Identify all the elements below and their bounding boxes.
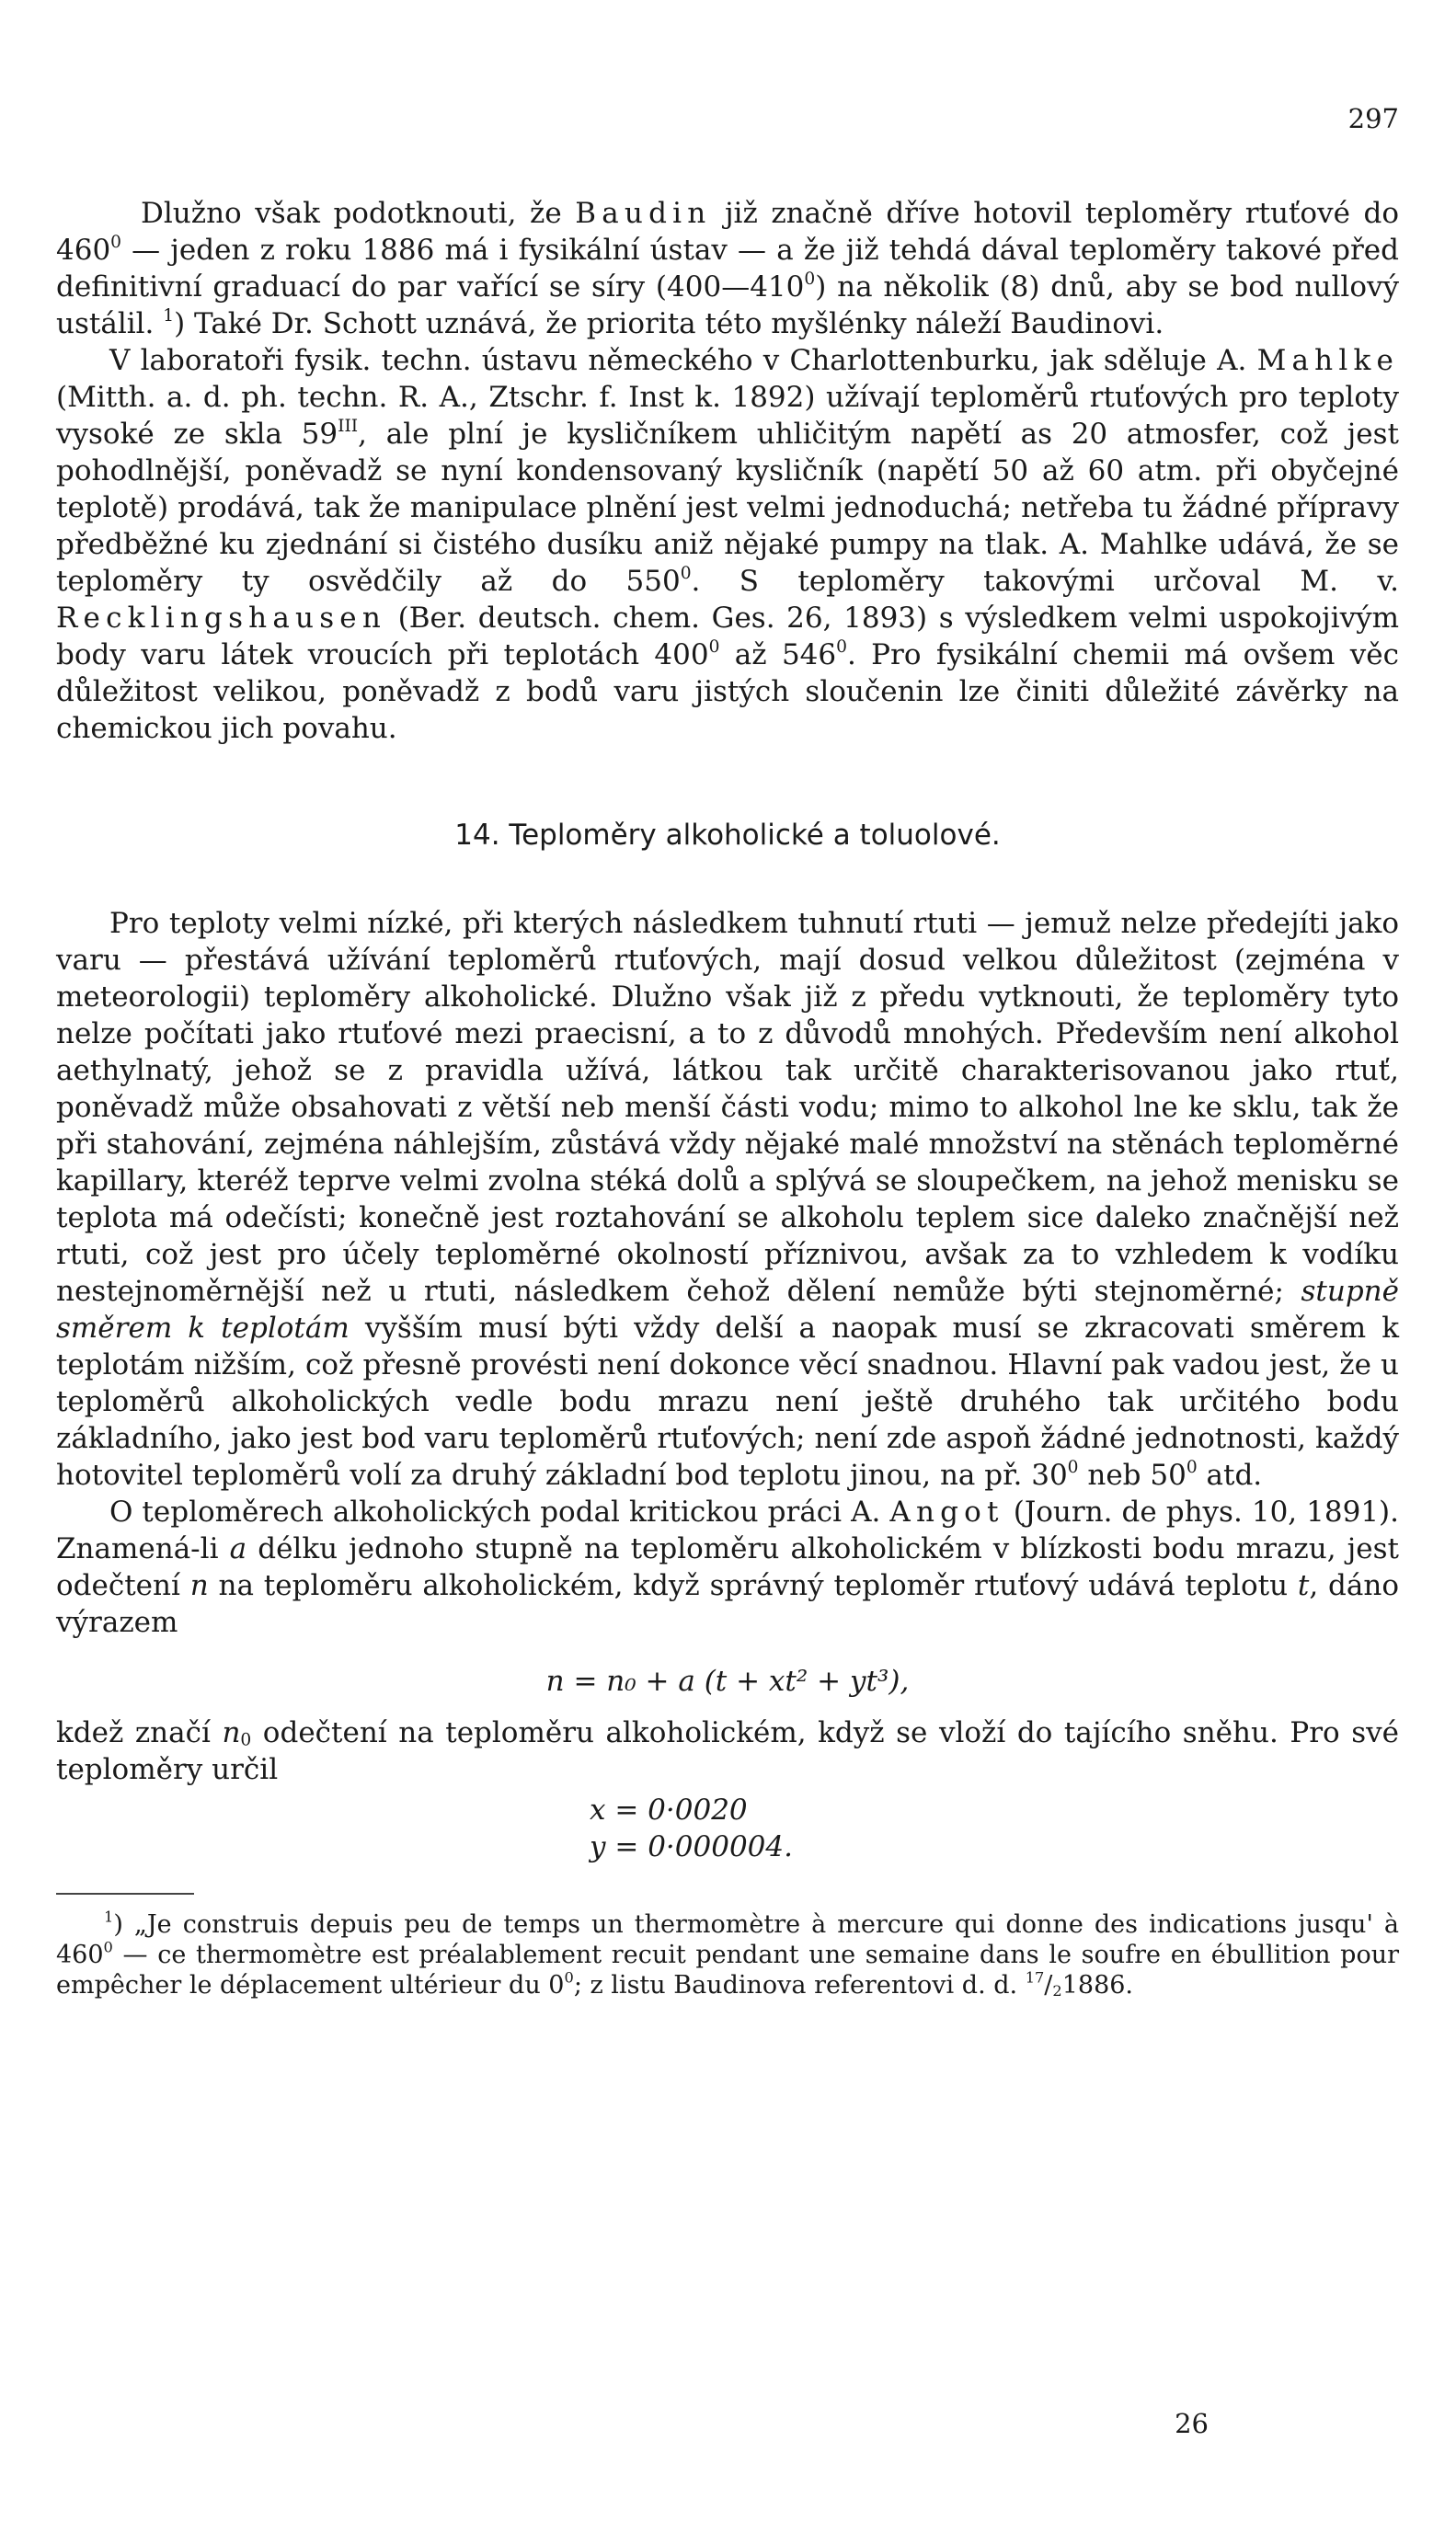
author-name-mahlke: Mahlke: [1256, 344, 1399, 377]
paragraph-angot: O teploměrech alkoholických podal kritickou práci A. Angot (Journ. de phys. 10, 1891). Znamená-li a délku jednoho stupně na teploměru alkoholickém v blízkosti bodu mrazu, jest odečtení n na teploměru alkoholickém, když správný teploměr rtuťový udává teplotu t, dáno výrazem: [56, 1496, 1399, 1639]
value-y: y = 0·000004.: [590, 1830, 793, 1863]
section-heading: 14. Teploměry alkoholické a toluolové.: [454, 819, 1001, 852]
paragraph-alcohol-thermometers: Pro teploty velmi nízké, při kterých následkem tuhnutí rtuti — jemuž nelze předejíti jako varu — přestává užívání teploměrů rtuťových, mají dosud velkou důležitost (zejména v meteorologii) teploměry alkoholické. Dlužno však již z předu vytknouti, že teploměry tyto nelze počítati jako rtuťové mezi praecisní, a to z důvodů mnohých. Především není alkohol aethylnatý, jehož se z pravidla užívá, látkou tak určitě charakterisovanou jako rtuť, poněvadž může obsahovati z větší neb menší části vodu; mimo to alkohol lne ke sklu, tak že při stahování, zejména náhlejším, zůstává vždy nějaké malé množství na stěnách teploměrné kapillary, kteréž teprve velmi zvolna stéká dolů a splývá se sloupečkem, na jehož menisku se teplota má odečísti; konečně jest roztahování se alkoholu teplem sice daleko značnější než rtuti, což jest pro účely teploměrné okolností příznivou, avšak za to vzhledem k vodíku nestejnoměrnější než u rtuti, následkem čehož dělení nemůže býti stejnoměrné; stupně směrem k teplotám vyšším musí býti vždy delší a naopak musí se zkracovati směrem k teplotám nižším, což přesně provésti není dokonce věcí snadnou. Hlavní pak vadou jest, že u teploměrů alkoholických vedle bodu mrazu není ještě druhého tak určitého bodu základního, jako jest bod varu teploměrů rtuťových; není zde aspoň žádné jednotnosti, každý hotovitel teploměrů volí za druhý základní bod teplotu jinou, na př. $30^0$ neb $50^0$ atd.: [56, 907, 1399, 1492]
coefficient-values: [56, 1792, 1399, 1865]
page-content: [56, 195, 1399, 2000]
footnote-divider: [56, 1893, 194, 1895]
author-name-recklinghausen: Recklingshausen: [56, 602, 387, 635]
author-name-baudin: Baudin: [575, 197, 712, 230]
signature-mark: 26: [1175, 2408, 1209, 2439]
paragraph-baudin: Dlužno však podotknouti, že Baudin již značně dříve hotovil teploměry rtuťové do $460^0$ — jeden z roku 1886 má i fysikální ústav — a že již tehdá dával teploměry takové před definitivní graduací do par vařící se síry $(400—410^0)$ na několik (8) dnů, aby se bod nullový ustálil. $^1$) Také Dr. Schott uznává, že priorita této myšlénky náleží Baudinovi.: [56, 197, 1400, 340]
author-name-angot: Angot: [889, 1496, 1004, 1529]
footnote-reference: 1: [163, 305, 175, 326]
paragraph-charlottenburg: V laboratoři fysik. techn. ústavu německého v Charlottenburku, jak sděluje A. Mahlke (Mitth. a. d. ph. techn. R. A., Ztschr. f. Inst k. 1892) užívají teploměrů rtuťových pro teploty vysoké ze skla $59^{III}$, ale plní je kysličníkem uhličitým napětí as 20 atmosfer, což jest pohodlnější, poněvadž se nyní kondensovaný kysličník (napětí 50 až 60 atm. při obyčejné teplotě) prodává, tak že manipulace plnění jest velmi jednoduchá; netřeba tu žádné přípravy předběžné ku zjednání si čistého dusíku aniž nějaké pumpy na tlak. A. Mahlke udává, že se teploměry ty osvědčily až do $550^0$. S teploměry takovými určoval M. v. Recklingshausen (Ber. deutsch. chem. Ges. 26, 1893) s výsledkem velmi uspokojivým body varu látek vroucích při teplotách $400^0$ až $546^0$. Pro fysikální chemii má ovšem věc důležitost velikou, poněvadž z bodů varu jistých sloučenin lze činiti důležité závěrky na chemickou jich povahu.: [56, 344, 1400, 745]
paragraph-definition: kdež značí $n_0$ odečtení na teploměru alkoholickém, když se vloží do tajícího sněhu. Pro své teploměry určil: [56, 1716, 1399, 1786]
page-number: 297: [1347, 103, 1399, 134]
value-x: x = 0·0020: [590, 1794, 748, 1827]
footnote-marker: 1: [104, 1908, 114, 1926]
formula: n = n₀ + a (t + xt² + yt³),: [545, 1665, 910, 1698]
footnote: $^1$) „Je construis depuis peu de temps un thermomètre à mercure qui donne des indications jusqu' à $460^0$ — ce thermomètre est préalablement recuit pendant une semaine dans le soufre en ébullition pour empêcher le déplacement ultérieur du $0^0$; z listu Baudinova referentovi d. d. $^{17}/_21886$.: [56, 1908, 1399, 2000]
